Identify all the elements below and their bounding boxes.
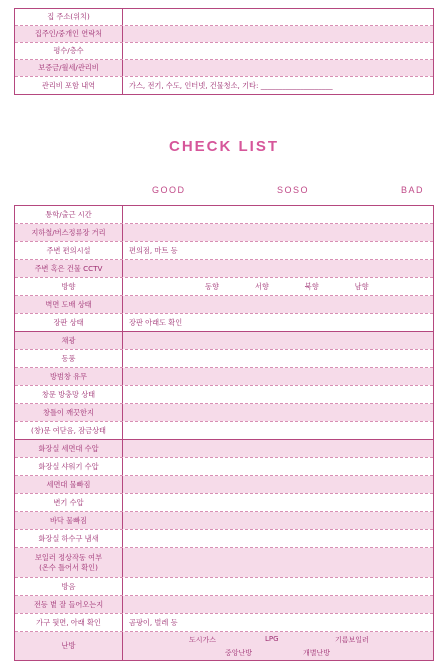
check-label: 화장실 세면대 수압: [15, 440, 123, 457]
checklist-table: [14, 205, 434, 661]
check-row: [15, 530, 433, 548]
check-value-field[interactable]: [123, 224, 433, 241]
info-label: 집주인/중개인 연락처: [15, 26, 123, 42]
heating-individual[interactable]: 개별난방: [303, 649, 331, 657]
info-row-address: [15, 9, 433, 26]
check-label: 주변 편의시설: [15, 242, 123, 259]
check-row: [15, 476, 433, 494]
check-row-heating: [15, 632, 433, 660]
info-label: 관리비 포함 내역: [15, 77, 123, 94]
check-value-field[interactable]: [123, 530, 433, 547]
check-value-field[interactable]: [123, 206, 433, 223]
checklist-title: CHECK LIST: [169, 138, 279, 155]
check-value-field[interactable]: 곰팡이, 벌레 등: [129, 617, 178, 627]
check-row-direction: [15, 278, 433, 296]
boiler-label: 보일러 정상작동 여부: [34, 552, 103, 562]
info-label: 집 주소(위치): [15, 9, 123, 25]
check-label: 지하철/버스정류장 거리: [15, 224, 123, 241]
check-row: [15, 260, 433, 278]
check-row: [15, 512, 433, 530]
info-value-field[interactable]: [123, 60, 433, 76]
check-row: [15, 440, 433, 458]
check-label: 화장실 샤워기 수압: [15, 458, 123, 475]
check-value-field[interactable]: [123, 476, 433, 493]
check-label: 방음: [15, 578, 123, 595]
check-value-field[interactable]: [123, 548, 433, 577]
check-row: [15, 296, 433, 314]
heating-city-gas[interactable]: 도시가스: [189, 636, 217, 644]
check-value-field[interactable]: [123, 440, 433, 457]
scale-bad: BAD: [401, 185, 425, 195]
check-row: [15, 578, 433, 596]
check-value-field[interactable]: [123, 404, 433, 421]
info-table: [14, 8, 434, 95]
check-row: [15, 332, 433, 350]
info-label: 평수/층수: [15, 43, 123, 59]
check-label: 장판 상태: [15, 314, 123, 331]
direction-south[interactable]: 남향: [354, 281, 369, 291]
check-row: [15, 494, 433, 512]
check-value-field[interactable]: [123, 332, 433, 349]
check-label: 창틀이 깨끗한지: [15, 404, 123, 421]
info-row-cost: [15, 60, 433, 77]
info-row-size: [15, 43, 433, 60]
info-value-field[interactable]: [123, 43, 433, 59]
check-value-field[interactable]: [123, 368, 433, 385]
check-label: 방향: [15, 278, 123, 295]
heating-lpg[interactable]: LPG: [265, 635, 279, 643]
check-row: [15, 206, 433, 224]
direction-options: [123, 278, 433, 295]
info-value-field[interactable]: 가스, 전기, 수도, 인터넷, 건물청소, 기타: ____________________: [129, 80, 333, 90]
check-label: 화장실 하수구 냄새: [15, 530, 123, 547]
check-row: [15, 368, 433, 386]
check-label: (창)문 여닫음, 잠금상태: [15, 422, 123, 439]
check-label: 통학/출근 시간: [15, 206, 123, 223]
check-label: 전등 볕 잘 들어오는지: [15, 596, 123, 613]
check-value-field[interactable]: [123, 296, 433, 313]
check-row: [15, 350, 433, 368]
check-value-field[interactable]: [123, 386, 433, 403]
check-row: [15, 422, 433, 440]
heating-options: [123, 632, 433, 660]
check-label: 가구 뒷면, 아래 확인: [15, 614, 123, 631]
check-value-field[interactable]: [123, 422, 433, 439]
check-label: 세면대 물빠짐: [15, 476, 123, 493]
check-label: 방범창 유무: [15, 368, 123, 385]
check-label: [15, 548, 123, 577]
check-label: 바닥 물빠짐: [15, 512, 123, 529]
check-row: [15, 314, 433, 332]
check-row: [15, 596, 433, 614]
check-label: 동풍: [15, 350, 123, 367]
check-value-field[interactable]: [123, 350, 433, 367]
direction-east[interactable]: 동향: [205, 281, 219, 291]
check-value-field[interactable]: [123, 494, 433, 511]
check-value-field[interactable]: [123, 512, 433, 529]
check-value-field[interactable]: 편의점, 마트 등: [129, 245, 178, 255]
check-row: [15, 242, 433, 260]
check-label: 난방: [15, 632, 123, 660]
check-value-field[interactable]: 장판 아래도 확인: [129, 317, 183, 327]
boiler-label-note: (온수 틀어서 확인): [39, 562, 98, 572]
check-value-field[interactable]: [123, 578, 433, 595]
check-row: [15, 458, 433, 476]
check-label: 창문 방충망 상태: [15, 386, 123, 403]
check-row: [15, 224, 433, 242]
direction-north[interactable]: 북향: [304, 281, 319, 291]
heating-central[interactable]: 중앙난방: [225, 649, 253, 657]
info-value-field[interactable]: [123, 9, 433, 25]
info-row-included: [15, 77, 433, 94]
check-label: 변기 수압: [15, 494, 123, 511]
check-label: 벽면 도배 상태: [15, 296, 123, 313]
info-value-field[interactable]: [123, 26, 433, 42]
scale-good: GOOD: [152, 185, 186, 195]
info-label: 보증금/월세/관리비: [15, 60, 123, 76]
check-row-boiler: [15, 548, 433, 578]
info-row-contact: [15, 26, 433, 43]
check-row: [15, 386, 433, 404]
heating-option-group: [123, 632, 433, 660]
check-label: 채광: [15, 332, 123, 349]
heating-oil-boiler[interactable]: 기름보일러: [335, 636, 369, 644]
check-value-field[interactable]: [123, 260, 433, 277]
check-value-field[interactable]: [123, 458, 433, 475]
check-value-field[interactable]: [123, 596, 433, 613]
scale-soso: SOSO: [277, 185, 310, 195]
check-label: 주변 혹은 건물 CCTV: [15, 260, 123, 277]
check-row: [15, 614, 433, 632]
direction-west[interactable]: 서향: [254, 281, 269, 291]
check-row: [15, 404, 433, 422]
